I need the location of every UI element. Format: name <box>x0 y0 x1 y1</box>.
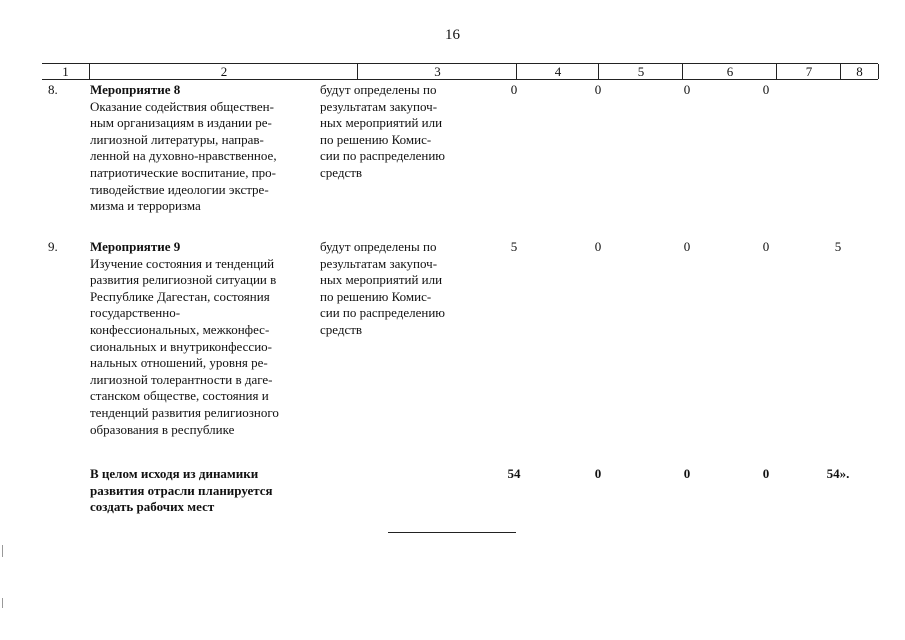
row-number: 8. <box>48 82 58 97</box>
desc-line: Оказание содействия обществен- <box>90 98 274 114</box>
source-line: результатам закупоч- <box>320 98 438 114</box>
source-line: по решению Комис- <box>320 288 432 304</box>
row-number: 9. <box>48 239 58 254</box>
header-col-6: 6 <box>682 64 777 79</box>
source-line: сии по распределению <box>320 305 446 321</box>
value-col-8: 5 <box>834 239 842 254</box>
header-col-3: 3 <box>357 64 517 79</box>
page-number: 16 <box>445 27 460 43</box>
desc-line: лигиозной толерантности в даге- <box>90 371 273 387</box>
funding-source <box>320 82 480 182</box>
desc-line: патриотические воспитание, про- <box>90 164 276 180</box>
measure-description <box>90 82 315 215</box>
closing-divider <box>388 532 516 533</box>
total-label <box>90 466 315 516</box>
value-col-7: 0 <box>762 82 770 97</box>
table-header-row <box>42 63 878 80</box>
total-label-line: В целом исходя из динамики <box>90 466 259 481</box>
measure-description <box>90 239 315 438</box>
value-col-5: 0 <box>594 82 602 97</box>
desc-line: сиональных и внутриконфессио- <box>90 338 272 354</box>
desc-line: образования в республике <box>90 421 235 437</box>
desc-line: ным организациям в издании ре- <box>90 115 272 131</box>
desc-line: станском обществе, состояния и <box>90 388 269 404</box>
funding-source <box>320 239 480 339</box>
measure-title: Мероприятие 9 <box>90 239 181 254</box>
source-line: результатам закупоч- <box>320 255 438 271</box>
value-col-7: 0 <box>762 239 770 254</box>
source-line: будут определены по <box>320 239 437 254</box>
value-col-4: 0 <box>510 82 518 97</box>
margin-mark <box>2 545 3 557</box>
source-line: по решению Комис- <box>320 131 432 147</box>
header-col-5: 5 <box>598 64 683 79</box>
desc-line: конфессиональных, межконфес- <box>90 321 270 337</box>
desc-line: государственно- <box>90 305 181 321</box>
value-col-5: 0 <box>594 239 602 254</box>
total-col-8: 54». <box>826 466 850 481</box>
desc-line: нальных отношений, уровня ре- <box>90 355 268 371</box>
desc-line: лигиозной литературы, направ- <box>90 131 264 147</box>
value-col-4: 5 <box>510 239 518 254</box>
desc-line: Республике Дагестан, состояния <box>90 288 270 304</box>
total-col-6: 0 <box>683 466 691 481</box>
measure-title: Мероприятие 8 <box>90 82 181 97</box>
header-col-8: 8 <box>840 64 879 79</box>
source-line: сии по распределению <box>320 148 446 164</box>
source-line: ных мероприятий или <box>320 272 443 288</box>
header-col-4: 4 <box>516 64 599 79</box>
total-col-5: 0 <box>594 466 602 481</box>
source-line: средств <box>320 164 363 180</box>
margin-mark <box>2 598 3 608</box>
desc-line: мизма и терроризма <box>90 198 201 214</box>
desc-line: тенденций развития религиозного <box>90 404 279 420</box>
desc-line: ленной на духовно-нравственное, <box>90 148 277 164</box>
total-col-7: 0 <box>762 466 770 481</box>
total-col-4: 54 <box>507 466 521 481</box>
desc-line: развития религиозной ситуации в <box>90 272 277 288</box>
value-col-6: 0 <box>683 82 691 97</box>
desc-line: Изучение состояния и тенденций <box>90 255 275 271</box>
source-line: будут определены по <box>320 82 437 97</box>
header-col-7: 7 <box>776 64 841 79</box>
value-col-6: 0 <box>683 239 691 254</box>
header-col-1: 1 <box>62 64 69 79</box>
source-line: средств <box>320 321 363 337</box>
total-label-line: создать рабочих мест <box>90 499 215 515</box>
source-line: ных мероприятий или <box>320 115 443 131</box>
total-label-line: развития отрасли планируется <box>90 482 273 498</box>
desc-line: тиводействие идеологии экстре- <box>90 181 269 197</box>
header-col-2: 2 <box>89 64 358 79</box>
